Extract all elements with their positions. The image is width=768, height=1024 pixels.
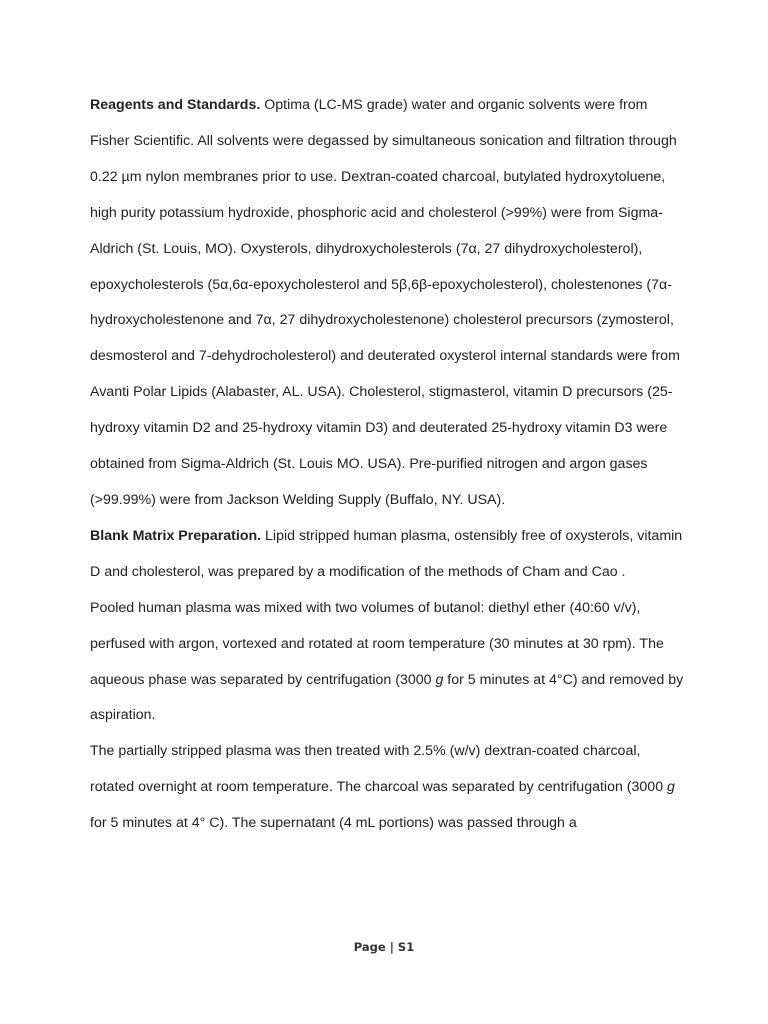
pooled-plasma-g-force: g [435,671,444,688]
stripped-plasma-text-before: The partially stripped plasma was then treated with 2.5% (w/v) dextran-coated charcoal, rotated overnight at room temperature. The charcoal was separated by centrifugation (3000 [90,743,668,796]
stripped-plasma-text-after: for 5 minutes at 4° C). The supernatant (4 mL portions) was passed through a [90,815,577,832]
page-footer [0,940,768,954]
pooled-plasma-text-before: Pooled human plasma was mixed with two volumes of butanol: diethyl ether (40:60 v/v), perfused with argon, vortexed and rotated at room temperature (30 minutes at 30 rpm). The aqueous phase was separated by centrifugation (3000 [90,599,664,688]
paragraph-pooled-plasma [90,591,688,735]
heading-blank-matrix: Blank Matrix Preparation. [90,527,262,544]
pooled-plasma-text-after: for 5 minutes at 4°C) and removed by aspiration. [90,671,684,724]
paragraph-blank-matrix-text: Lipid stripped human plasma, ostensibly free of oxysterols, vitamin D and cholesterol, was prepared by a modification of the methods of Cham and Cao . [90,527,683,580]
body-text [90,88,688,842]
paragraph-stripped-plasma [90,734,688,842]
paragraph-reagents [90,88,688,519]
paragraph-reagents-text: Optima (LC-MS grade) water and organic solvents were from Fisher Scientific. All solvents were degassed by simultaneous sonication and filtration through 0.22 µm nylon membranes prior to use. Dextran-coated charcoal, butylated hydroxytoluene, high purity potassium hydroxide, phosphoric acid and cholesterol (>99%) were from Sigma-Aldrich (St. Louis, MO). Oxysterols, dihydroxycholesterols (7α, 27 dihydroxycholesterol), epoxycholesterols (5α,6α-epoxycholesterol and 5β,6β-epoxycholesterol), cholestenones (7α-hydroxycholestenone and 7α, 27 dihydroxycholestenone) cholesterol precursors (zymosterol, desmosterol and 7-dehydrocholesterol) and deuterated oxysterol internal standards were from Avanti Polar Lipids (Alabaster, AL. USA). Cholesterol, stigmasterol, vitamin D precursors (25-hydroxy vitamin D2 and 25-hydroxy vitamin D3) and deuterated 25-hydroxy vitamin D3 were obtained from Sigma-Aldrich (St. Louis MO. USA). Pre-purified nitrogen and argon gases (>99.99%) were from Jackson Welding Supply (Buffalo, NY. USA). [90,97,680,508]
heading-reagents: Reagents and Standards. [90,97,261,113]
paragraph-blank-matrix [90,519,688,591]
stripped-plasma-g-force: g [667,779,675,796]
page-number: Page | S1 [353,940,415,954]
